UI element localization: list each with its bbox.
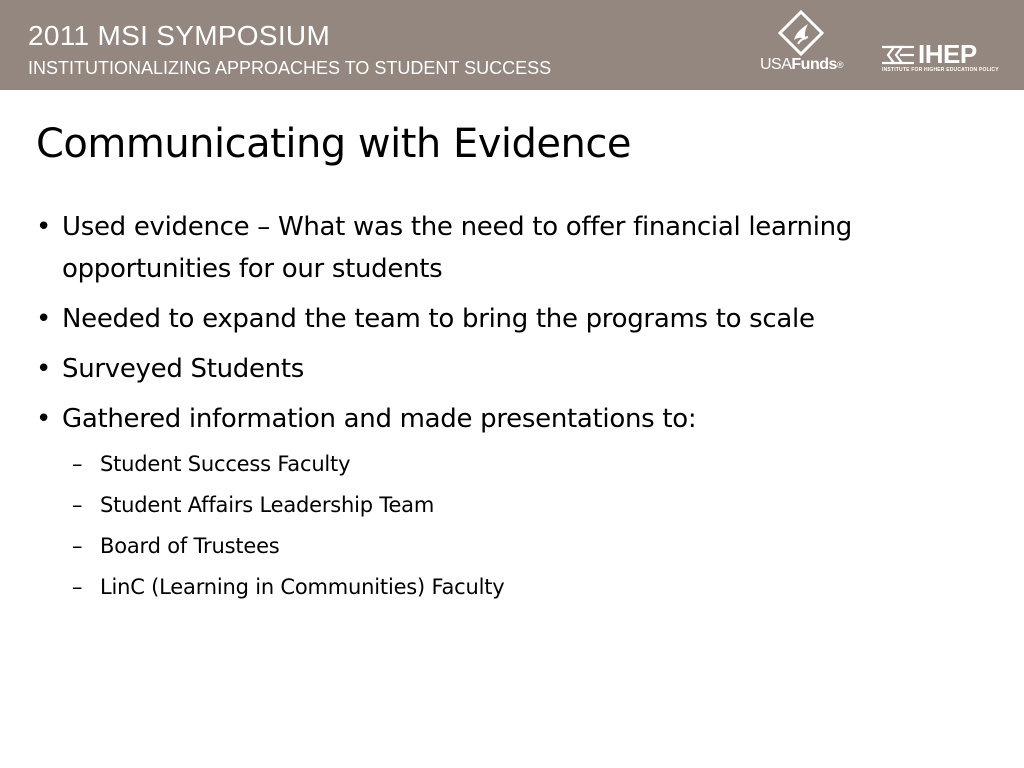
bullet-text: Surveyed Students <box>62 354 305 384</box>
usafunds-bold: Funds <box>791 56 837 73</box>
sub-bullet-text: Board of Trustees <box>100 534 280 558</box>
bullet-text: Gathered information and made presentations to: <box>62 404 697 434</box>
sub-bullet-text: Student Success Faculty <box>100 452 351 476</box>
sub-bullet-item <box>30 567 970 608</box>
sub-bullet-marker: – <box>72 493 83 517</box>
sub-bullet-marker: – <box>72 452 83 476</box>
ihep-logo <box>880 40 1000 76</box>
sub-bullet-group <box>30 444 970 608</box>
header-banner <box>0 0 1024 90</box>
bullet-item <box>30 348 970 390</box>
sub-bullet-item <box>30 526 970 567</box>
sub-bullet-list <box>30 444 970 608</box>
sub-bullet-item <box>30 444 970 485</box>
bullet-marker: • <box>36 212 52 242</box>
bullet-marker: • <box>36 404 52 434</box>
symposium-subtitle: INSTITUTIONALIZING APPROACHES TO STUDENT SUCCESS <box>28 58 552 78</box>
ihep-wordmark: IHEP <box>918 39 977 69</box>
bullet-text: Used evidence – What was the need to offer financial learning opportunities for our students <box>62 212 853 284</box>
ihep-tagline: INSTITUTE FOR HIGHER EDUCATION POLICY <box>882 67 999 73</box>
usafunds-prefix: USA <box>760 56 792 73</box>
sub-bullet-text: Student Affairs Leadership Team <box>100 493 435 517</box>
sub-bullet-marker: – <box>72 575 83 599</box>
slide-title: Communicating with Evidence <box>36 121 631 167</box>
bullet-list <box>30 206 970 608</box>
bullet-item <box>30 206 970 290</box>
usafunds-registered: ® <box>836 60 844 70</box>
bullet-marker: • <box>36 354 52 384</box>
usafunds-diamond-icon <box>778 10 824 56</box>
symposium-title: 2011 MSI SYMPOSIUM <box>28 20 331 51</box>
sub-bullet-marker: – <box>72 534 83 558</box>
bullet-text: Needed to expand the team to bring the programs to scale <box>62 304 815 334</box>
bullet-marker: • <box>36 304 52 334</box>
bullet-item <box>30 398 970 440</box>
sub-bullet-item <box>30 485 970 526</box>
sub-bullet-text: LinC (Learning in Communities) Faculty <box>100 575 505 599</box>
usafunds-wordmark <box>760 56 848 74</box>
bullet-item <box>30 298 970 340</box>
ihep-emblem-icon <box>880 43 916 67</box>
usafunds-logo <box>758 10 848 80</box>
